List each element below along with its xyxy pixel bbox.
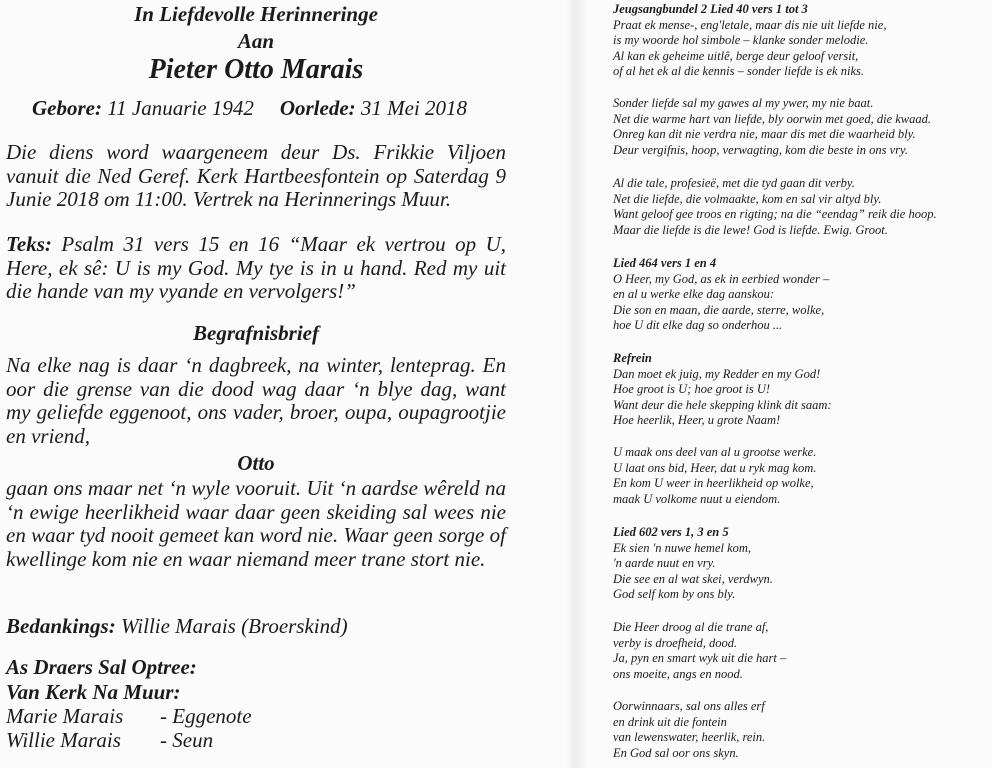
verse-line: En kom U weer in heerlikheid op wolke, [613, 476, 814, 491]
verse-line: hoe U dit elke dag so onderhou ... [613, 318, 783, 333]
verse-line: of al het ek al die kennis – sonder liefde is ek niks. [613, 64, 864, 79]
bearer-row [6, 704, 252, 729]
hymn-stanza [613, 445, 991, 507]
service-paragraph: Die diens word waargeneem deur Ds. Frikkie Viljoen vanuit die Ned Geref. Kerk Hartbeesfontein op Saterdag 9 Junie 2018 om 11:00. Vertrek na Herinnerings Muur. [6, 140, 506, 211]
thanks-label: Bedankings: [6, 614, 116, 638]
hymn-title: Refrein [613, 351, 652, 365]
verse-line: maak U volkome nuut u eiendom. [613, 491, 781, 506]
verse-line: Ja, pyn en smart wyk uit die hart – [613, 651, 787, 666]
verse-line: Maar die liefde is die lewe! God is liefde. Ewig. Groot. [613, 222, 888, 237]
verse-line: Sonder liefde sal my gawes al my ywer, my nie baat. [613, 96, 874, 110]
born-label: Gebore: [32, 96, 102, 120]
deceased-name: Pieter Otto Marais [148, 54, 364, 85]
verse-line: Die son en maan, die aarde, sterre, wolke, [613, 302, 825, 317]
verse-line: Deur vergifnis, hoop, verwagting, kom die beste in ons vry. [613, 142, 908, 157]
bearers-sub-label: Van Kerk Na Muur: [6, 680, 181, 704]
verse-line: Al die tale, profesieë, met die tyd gaan dit verby. [613, 176, 855, 190]
hymn-section [613, 525, 991, 603]
letter-name: Otto [237, 451, 275, 475]
bearer-row [6, 728, 214, 753]
verse-line: Hoe heerlik, Heer, u grote Naam! [613, 413, 781, 428]
verse-line: Net die liefde, die volmaakte, kom en sal vir altyd bly. [613, 191, 882, 206]
hymn-section [613, 2, 991, 80]
teks-label: Teks: [6, 232, 52, 256]
verse-line: Dan moet ek juig, my Redder en my God! [613, 366, 821, 381]
teks-paragraph [6, 233, 506, 304]
verse-line: en al u werke elke dag aanskou: [613, 287, 775, 302]
teks-text: Psalm 31 vers 15 en 16 “Maar ek vertrou op U, Here, ek sê: U is my God. My tye is in u hand. Red my uit die hande van my vyande en vervolgers!” [6, 232, 506, 303]
verse-line: U laat ons bid, Heer, dat u ryk mag kom. [613, 460, 817, 475]
letter-heading: Begrafnisbrief [193, 321, 319, 345]
verse-line: Net die warme hart van liefde, bly oorwin met goed, die kwaad. [613, 111, 932, 126]
memorial-heading: In Liefdevolle Herinneringe [134, 2, 378, 26]
verse-line: Want geloof gee troos en rigting; na die “eendag” reik die hoop. [613, 207, 937, 222]
thanks-line [6, 614, 348, 639]
hymn-stanza [613, 620, 991, 682]
verse-line: Hoe groot is U; hoe groot is U! [613, 382, 771, 397]
thanks-text: Willie Marais (Broerskind) [120, 614, 348, 638]
bearers-label: As Draers Sal Optree: [6, 655, 197, 679]
hymn-stanza [613, 699, 991, 761]
memorial-aan: Aan [237, 29, 275, 53]
verse-line: Die see en al wat skei, verdwyn. [613, 571, 773, 586]
bearer-role: - Seun [160, 728, 214, 752]
bearer-name: Willie Marais [6, 728, 121, 752]
verse-line: en drink uit die fontein [613, 714, 727, 729]
verse-line: Ek sien 'n nuwe hemel kom, [613, 540, 752, 555]
hymn-title: Jeugsangbundel 2 Lied 40 vers 1 tot 3 [613, 2, 808, 16]
verse-line: Al kan ek geheime uitlê, berge deur geloof versit, [613, 48, 859, 63]
died-label: Oorlede: [279, 96, 356, 120]
letter-paragraph-2: gaan ons maar net ‘n wyle vooruit. Uit ‘n aardse wêreld na ‘n ewige heerlikheid waar daar geen skeiding sal wees nie en waar tyd nooit gemeet kan word nie. Waar geen sorge of kwellinge kom nie en waar niemand meer trane stort nie. [6, 476, 506, 571]
hymn-stanza [613, 96, 991, 158]
hymn-title: Lied 464 vers 1 en 4 [613, 256, 717, 270]
bearer-name: Marie Marais [6, 704, 124, 728]
verse-line: Praat ek mense-, eng'letale, maar dis nie uit liefde nie, [613, 17, 887, 32]
verse-line: is my woorde hol simbole – klanke sonder melodie. [613, 33, 869, 48]
verse-line: Oorwinnaars, sal ons alles erf [613, 699, 765, 713]
verse-line: U maak ons deel van al u grootse werke. [613, 445, 817, 459]
verse-line: ons moeite, angs en nood. [613, 666, 743, 681]
right-page [613, 0, 991, 768]
hymn-stanza [613, 176, 991, 238]
page-fold [566, 0, 588, 768]
verse-line: God self kom by ons bly. [613, 587, 736, 602]
died-date: 31 Mei 2018 [360, 96, 468, 120]
hymn-section [613, 351, 991, 429]
hymn-section [613, 256, 991, 334]
verse-line: O Heer, my God, as ek in eerbied wonder – [613, 271, 830, 286]
verse-line: van lewenswater, heerlik, rein. [613, 730, 766, 745]
verse-line: 'n aarde nuut en vry. [613, 556, 716, 571]
left-page [6, 0, 554, 768]
verse-line: verby is droefheid, dood. [613, 635, 738, 650]
verse-line: Die Heer droog al die trane af, [613, 620, 769, 634]
verse-line: Want deur die hele skepping klink dit saam: [613, 397, 832, 412]
verse-line: En God sal oor ons skyn. [613, 745, 739, 760]
verse-line: Onreg kan dit nie verdra nie, maar dis met die waarheid bly. [613, 127, 916, 142]
hymn-title: Lied 602 vers 1, 3 en 5 [613, 525, 729, 539]
letter-paragraph-1: Na elke nag is daar ‘n dagbreek, na winter, lenteprag. En oor die grense van die dood wag daar ‘n blye dag, want my geliefde eggenoot, ons vader, broer, oupa, oupagrootjie en vriend, [6, 353, 506, 448]
life-dates [32, 96, 467, 121]
born-date: 11 Januarie 1942 [107, 96, 254, 120]
bearer-role: - Eggenote [160, 704, 252, 728]
